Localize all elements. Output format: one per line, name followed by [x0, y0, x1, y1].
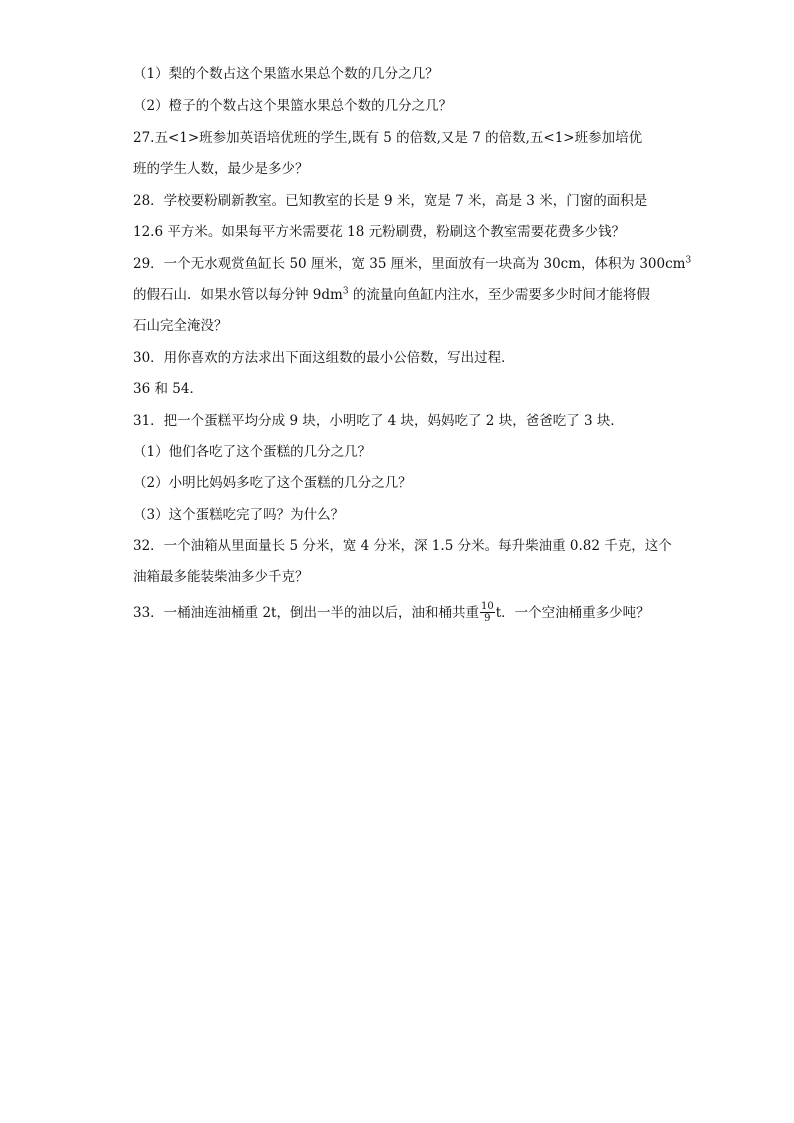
question-32-line-1: 32．一个油箱从里面量长 5 分米，宽 4 分米，深 1.5 分米。每升柴油重 0.82 千克，这个 [133, 538, 672, 554]
question-31-part-2: （2）小明比妈妈多吃了这个蛋糕的几分之几？ [133, 475, 412, 491]
fraction-denominator: 9 [484, 613, 491, 624]
question-27-line-1: 27.五<1>班参加英语培优班的学生,既有 5 的倍数,又是 7 的倍数,五<1>班参加培优 [133, 130, 643, 146]
question-33-line-1 [133, 602, 673, 625]
question-31-line-1: 31．把一个蛋糕平均分成 9 块，小明吃了 4 块，妈妈吃了 2 块，爸爸吃了 3 块． [133, 413, 624, 429]
question-31-part-1: （1）他们各吃了这个蛋糕的几分之几？ [133, 444, 372, 460]
question-29-line-2-text-a: 的假石山．如果水管以每分钟 9dm [133, 287, 343, 303]
question-29-line-2 [133, 285, 673, 305]
fraction-numerator: 10 [480, 601, 494, 612]
question-29-line-1 [133, 254, 692, 274]
question-32-line-2: 油箱最多能装柴油多少千克？ [133, 569, 309, 585]
fraction-ten-ninths [480, 601, 495, 624]
question-29-line-2-text-b: 的流量向鱼缸内注水，至少需要多少时间才能将假 [348, 287, 650, 303]
question-29-line-3: 石山完全淹没？ [133, 318, 228, 334]
question-30-line-1: 30．用你喜欢的方法求出下面这组数的最小公倍数，写出过程． [133, 350, 515, 366]
question-26-part-1: （1）梨的个数占这个果篮水果总个数的几分之几？ [133, 66, 439, 82]
question-33-text-a: 33．一桶油连油桶重 2t，倒出一半的油以后，油和桶共重 [133, 605, 479, 621]
question-26-part-2: （2）橙子的个数占这个果篮水果总个数的几分之几？ [133, 98, 453, 114]
question-29-line-1-text: 29．一个无水观赏鱼缸长 50 厘米，宽 35 厘米，里面放有一块高为 30cm，体积为 300cm [133, 256, 686, 272]
question-30-line-2: 36 和 54． [133, 381, 203, 397]
question-31-part-3: （3）这个蛋糕吃完了吗？为什么？ [133, 507, 345, 523]
cubic-superscript: 3 [685, 255, 692, 266]
question-28-line-1: 28．学校要粉刷新教室。已知教室的长是 9 米，宽是 7 米，高是 3 米，门窗的面积是 [133, 193, 648, 209]
cubic-superscript: 3 [342, 286, 349, 297]
question-27-line-2: 班的学生人数，最少是多少？ [133, 161, 309, 177]
question-28-line-2: 12.6 平方米。如果每平方米需要花 18 元粉刷费，粉刷这个教室需要花费多少钱？ [133, 224, 626, 240]
question-33-text-b: t．一个空油桶重多少吨？ [495, 605, 650, 621]
